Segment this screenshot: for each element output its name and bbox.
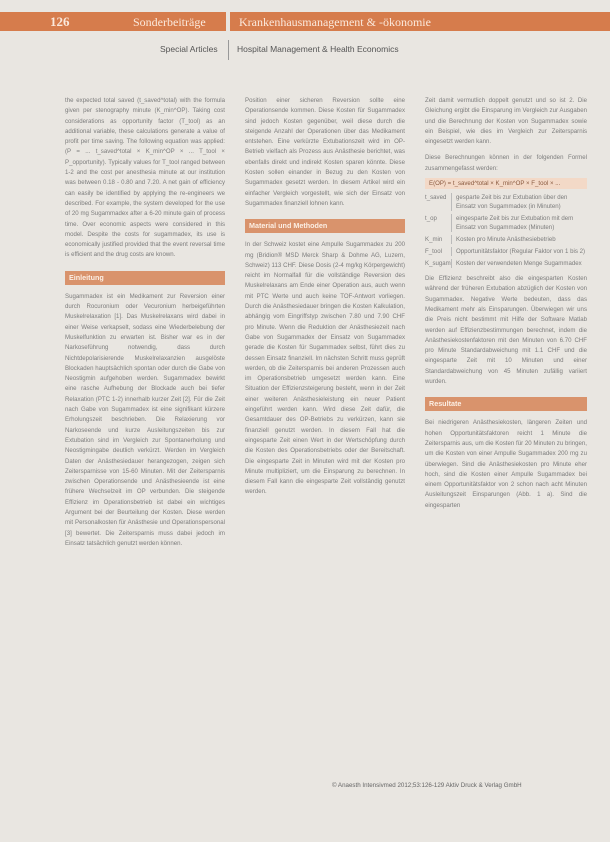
definition-text: Opportunitätsfaktor (Regular Faktor von 1 bis 2) <box>451 247 587 256</box>
definition-symbol: t_saved <box>425 194 447 202</box>
definition-symbol: F_tool <box>425 248 442 256</box>
einleitung-paragraph: Sugammadex ist ein Medikament zur Reversion einer durch Rocuronium oder Vecuronium herbeigeführten Muskelrelaxation [1]. Das Muskelrelaxans wird dabei in einer Weise verkapselt, sodass eine Wiederbelebung der Muskelfunktion zu erwarten ist. Bisher war es in der Narkoseführung notwendig, dass durch Nichtdepolarisierende Muskelrelaxanzien ausgelöste Blockaden hauptsächlich spontan oder durch die Gabe von Neostigmin aufgehoben werden. Sugammadex bewirkt eine rasche Aufhebung der Blockade auch bei tiefer Relaxation (PTC 1-2) innerhalb kurzer Zeit [2]. Für die Zeit nach Gabe von Sugammadex ist eine signifikant kürzere Erholungszeit beschrieben. Die Relaxierung vor Narkoseende und kurze Ausleitungszeiten bis zur Extubation sind im Vergleich zur Spontanerholung und Neostigmingabe deutlich verkürzt. Werden im Vergleich Daten der Anästhesiedauer herangezogen, zeigen sich Zeitersparnisse von 15-60 Minuten. Mit der Zeitersparnis zwischen Operationsende und Anästhesieende ist eine frühere Wechselzeit im OP verbunden. Die steigende Effizienz im Operationsbetrieb ist dabei ein wichtiges Argument bei der Beurteilung der Kosten. Diese werden mit Personalkosten für Anästhesie und Operationspersonal [3] bewertet. Die Zeitersparnis muss dabei jedoch im Einsatz tatsächlich genutzt werden können. <box>65 292 225 547</box>
section-heading-methods: Material und Methoden <box>245 219 405 233</box>
sub-journal-label: Hospital Management & Health Economics <box>237 44 399 54</box>
copyright-footer: © Anaesth Intensivmed 2012;53:126-129 Aktiv Druck & Verlag GmbH <box>332 782 522 789</box>
methods-continued-paragraph: Zeit damit vermutlich doppelt genutzt und so ist 2. Die Gleichung ergibt die Einsparung im Vergleich zur Ausgaben und die Berechnung der Kosten von Sugammadex sowie ein Beispiel, wie dies im Vergleich zur Zeitersparnis eingesetzt werden kann. <box>425 97 587 146</box>
results-paragraph: Bei niedrigeren Anästhesiekosten, längeren Zeiten und hohen Opportunitätsfaktoren reicht 1 Minute die Zeitersparnis aus, um die Kosten für 20 Minuten zu bringen, um die Kosten von einer Ampulle Sugammadex 200 mg zu überwiegen. Sind die Anästhesiekosten pro Minute eher hoch, sind die Kosten einer Ampulle Sugammadex bei einem Opportunitätsfaktor von 2 schon nach acht Minuten Ausleitungszeit Einsparungen (Abb. 1 a). Sind die eingesparten <box>425 419 587 509</box>
sub-section-label: Special Articles <box>160 44 218 54</box>
definition-row <box>425 193 587 211</box>
formula-intro-paragraph: Diese Berechnungen können in der folgenden Formel zusammengefasst werden: <box>425 154 587 172</box>
page-number: 126 <box>50 14 70 29</box>
definition-text: Kosten der verwendeten Menge Sugammadex <box>451 259 587 268</box>
definition-row <box>425 214 587 232</box>
formula-definitions <box>425 193 587 268</box>
column-2 <box>245 96 405 498</box>
definition-text: Kosten pro Minute Anästhesiebetrieb <box>451 235 587 244</box>
section-title: Sonderbeiträge <box>133 15 206 29</box>
definition-text: gesparte Zeit bis zur Extubation über den Einsatz von Sugammadex (in Minuten) <box>451 193 587 211</box>
column-1 <box>65 96 225 549</box>
efficiency-paragraph: Die Effizienz beschreibt also die eingesparten Kosten während der früheren Extubation abzüglich der Kosten von Sugammadex. Negative Werte bedeuten, dass das Medikament mehr als Einsparungen. Überwiegen wir uns die Preis nicht bestimmt mit Hilfe der Software Matlab werden auf Effizienzbestimmungen berechnet, indem die Anästhesiekostenfaktoren mit den Minuten von 6.70 CHF pro Minute Standardabweichung mit 1.1 CHF und die eingesparte Zeit mit 10 Minuten und einer Standardabweichung von 45 Minuten zufällig variiert wurden. <box>425 275 587 386</box>
definition-row <box>425 247 587 256</box>
definition-row <box>425 259 587 268</box>
section-heading-einleitung: Einleitung <box>65 271 225 285</box>
header-divider <box>226 12 230 31</box>
journal-title: Krankenhausmanagement & -ökonomie <box>239 15 431 29</box>
header-bar <box>0 12 610 31</box>
definition-symbol: t_op <box>425 215 437 223</box>
definition-row <box>425 235 587 244</box>
sub-header-divider <box>228 40 229 60</box>
methods-paragraph: In der Schweiz kostet eine Ampulle Sugammadex zu 200 mg (Bridion® MSD Merck Sharp & Dohme AG, Luzern, Schweiz) 113 CHF. Diese Dosis (2-4 mg/kg Körpergewicht) reicht im Normalfall für die vollständige Reversion des Muskelrelaxans am Ende einer Operation aus, auch wenn mit PTC Werte und auch keine TOF-Antwort vorliegen. Durch die Anästhesiedauer bringen die Kosten Kalkulation, abhängig vom Eingriffstyp zwischen 7.80 und 7.90 CHF pro Minute. Wenn die Reduktion der Anästhesiezeit nach Gabe von Sugammadex der Einsatz von Sugammadex gerade die Kosten für Sugammadex selbst, führt dies zu dessen Einsatz finanziell. Im nächsten Schritt muss geprüft werden, ob die Zeitersparnis bei anderen Prozessen auch im Operationsbetrieb umgesetzt werden kann. Eine Situation der Effizienzsteigerung besteht, wenn in der Zeit einer weiteren Anästhesieleistung ein neuer Patient eingeführt werden kann. Wird diese Zeit dafür, die Gesamtdauer des OP-Betriebs zu verkürzen, kann sie finanziell genutzt werden. In diesem Fall hat die eingesparte Zeit einen Wert in der Wertschöpfung durch die Kosten des Operationsbetriebs oder der Bereitschaft. Die eingesparte Zeit in Minuten wird mit der Kosten pro Minute multipliziert, um die Einsparung zu berechnen. In diesem Fall kann die eingesparte Zeit vollständig genutzt werden. <box>245 241 405 496</box>
section-heading-results: Resultate <box>425 397 587 411</box>
abstract-paragraph: the expected total saved (t_saved^total) with the formula given per stenography minute (K_min^OP). Taking cost considerations as opportunity factor (T_tool) as an additional variable, these calculations generate a value of profit per time saving. The following equation was applied: (P = ... t_saved^total × K_min^OP × ... T_tool × P_opportunity). Typically values for T_tool ranged between 1-2 and the cost per anesthesia minute at our institution was between 0.18 - 0.80 and 7.20. A net gain of efficiency can easily be identified by applying the re-engineers we described. For example, the system developed for the use of 20 mg Sugammadex after a 6-20 minute gain of process time. Over economic aspects were considered in this model. Despite the costs for sugammadex, its use is economically justified provided that the event reversal time is efficient and the drug costs are known. <box>65 97 225 259</box>
definition-text: eingesparte Zeit bis zur Extubation mit dem Einsatz von Sugammadex (Minuten) <box>451 214 587 232</box>
definition-symbol: K_sugam <box>425 260 451 268</box>
intro-continued-paragraph: Position einer sicheren Reversion sollte eine Operationsende kommen. Diese Kosten für Sugammadex sind jedoch Kosten gegenüber, weil diese durch die steigende Anzahl der Operationen über das Medikament entstehen. Eine verkürzte Extubationszeit wird im OP-Betrieb vielfach als Prozess aus Anästhesie berichtet, was ebenfalls direkt und indirekt Kosten sparen könnte. Diese Kosten sollen einander in Bezug zu den Kosten von Sugammadex gesetzt werden. In diesem Artikel wird ein einfacher Vergleich vorgestellt, wie sich der Einsatz von Sugammadex finanziell lohnen kann. <box>245 97 405 207</box>
definition-symbol: K_min <box>425 236 443 244</box>
column-3 <box>425 96 587 511</box>
efficiency-formula: E(OP) = t_saved^total × K_min^OP × F_tool × ... <box>425 178 587 189</box>
